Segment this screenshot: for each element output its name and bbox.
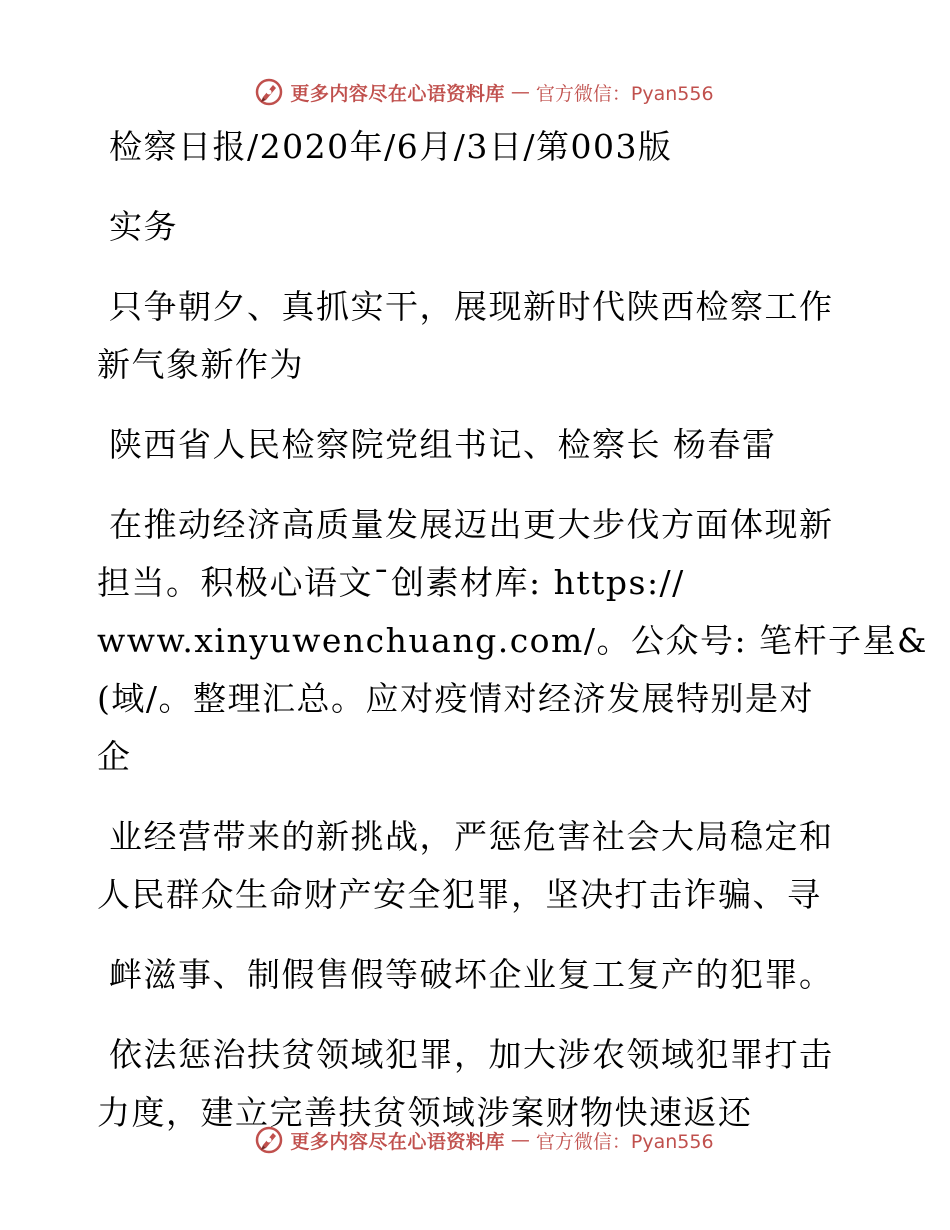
pen-logo-icon bbox=[254, 77, 284, 107]
paragraph-line: 在推动经济高质量发展迈出更大步伐方面体现新 bbox=[109, 505, 834, 544]
paragraph-line: 衅滋事、制假售假等破坏企业复工复产的犯罪。 bbox=[109, 955, 834, 994]
banner-slogan: 更多内容尽在心语资料库 bbox=[290, 1130, 505, 1153]
banner-separator: — bbox=[510, 81, 530, 103]
header-banner bbox=[0, 72, 950, 112]
section-label: 实务 bbox=[109, 207, 178, 246]
banner-separator: — bbox=[510, 1129, 530, 1151]
title-line: 新气象新作为 bbox=[97, 345, 304, 384]
article-body bbox=[97, 118, 928, 1142]
paragraph bbox=[97, 808, 837, 924]
paragraph-line: 依法惩治扶贫领域犯罪，加大涉农领域犯罪打击 bbox=[109, 1035, 834, 1074]
paragraph-line: 业经营带来的新挑战，严惩危害社会大局稳定和 bbox=[109, 817, 834, 856]
paragraph-line: www.xinyuwenchuang.com/。公众号: 笔杆子星& bbox=[97, 621, 928, 660]
banner-wechat: 官方微信：Pyan556 bbox=[535, 82, 714, 105]
footer-banner bbox=[0, 1120, 950, 1160]
banner-slogan: 更多内容尽在心语资料库 bbox=[290, 82, 505, 105]
title-line: 只争朝夕、真抓实干，展现新时代陕西检察工作 bbox=[109, 287, 834, 326]
paragraph-line: 力度，建立完善扶贫领域涉案财物快速返还 bbox=[97, 1093, 753, 1132]
banner-wechat: 官方微信：Pyan556 bbox=[535, 1130, 714, 1153]
paragraph bbox=[97, 946, 837, 1004]
paragraph bbox=[97, 496, 928, 786]
paragraph-line: 担当。积极心语文¯创素材库: https:// bbox=[97, 563, 685, 602]
author-line: 陕西省人民检察院党组书记、检察长 杨春雷 bbox=[109, 425, 777, 464]
article-title bbox=[97, 278, 837, 394]
paragraph-line: 人民群众生命财产安全犯罪，坚决打击诈骗、寻 bbox=[97, 875, 822, 914]
dateline: 检察日报/2020年/6月/3日/第003版 bbox=[109, 127, 673, 166]
paragraph-line: (域/。整理汇总。应对疫情对经济发展特别是对 bbox=[97, 679, 814, 718]
paragraph-line: 企 bbox=[97, 737, 132, 776]
pen-logo-icon bbox=[254, 1125, 284, 1155]
